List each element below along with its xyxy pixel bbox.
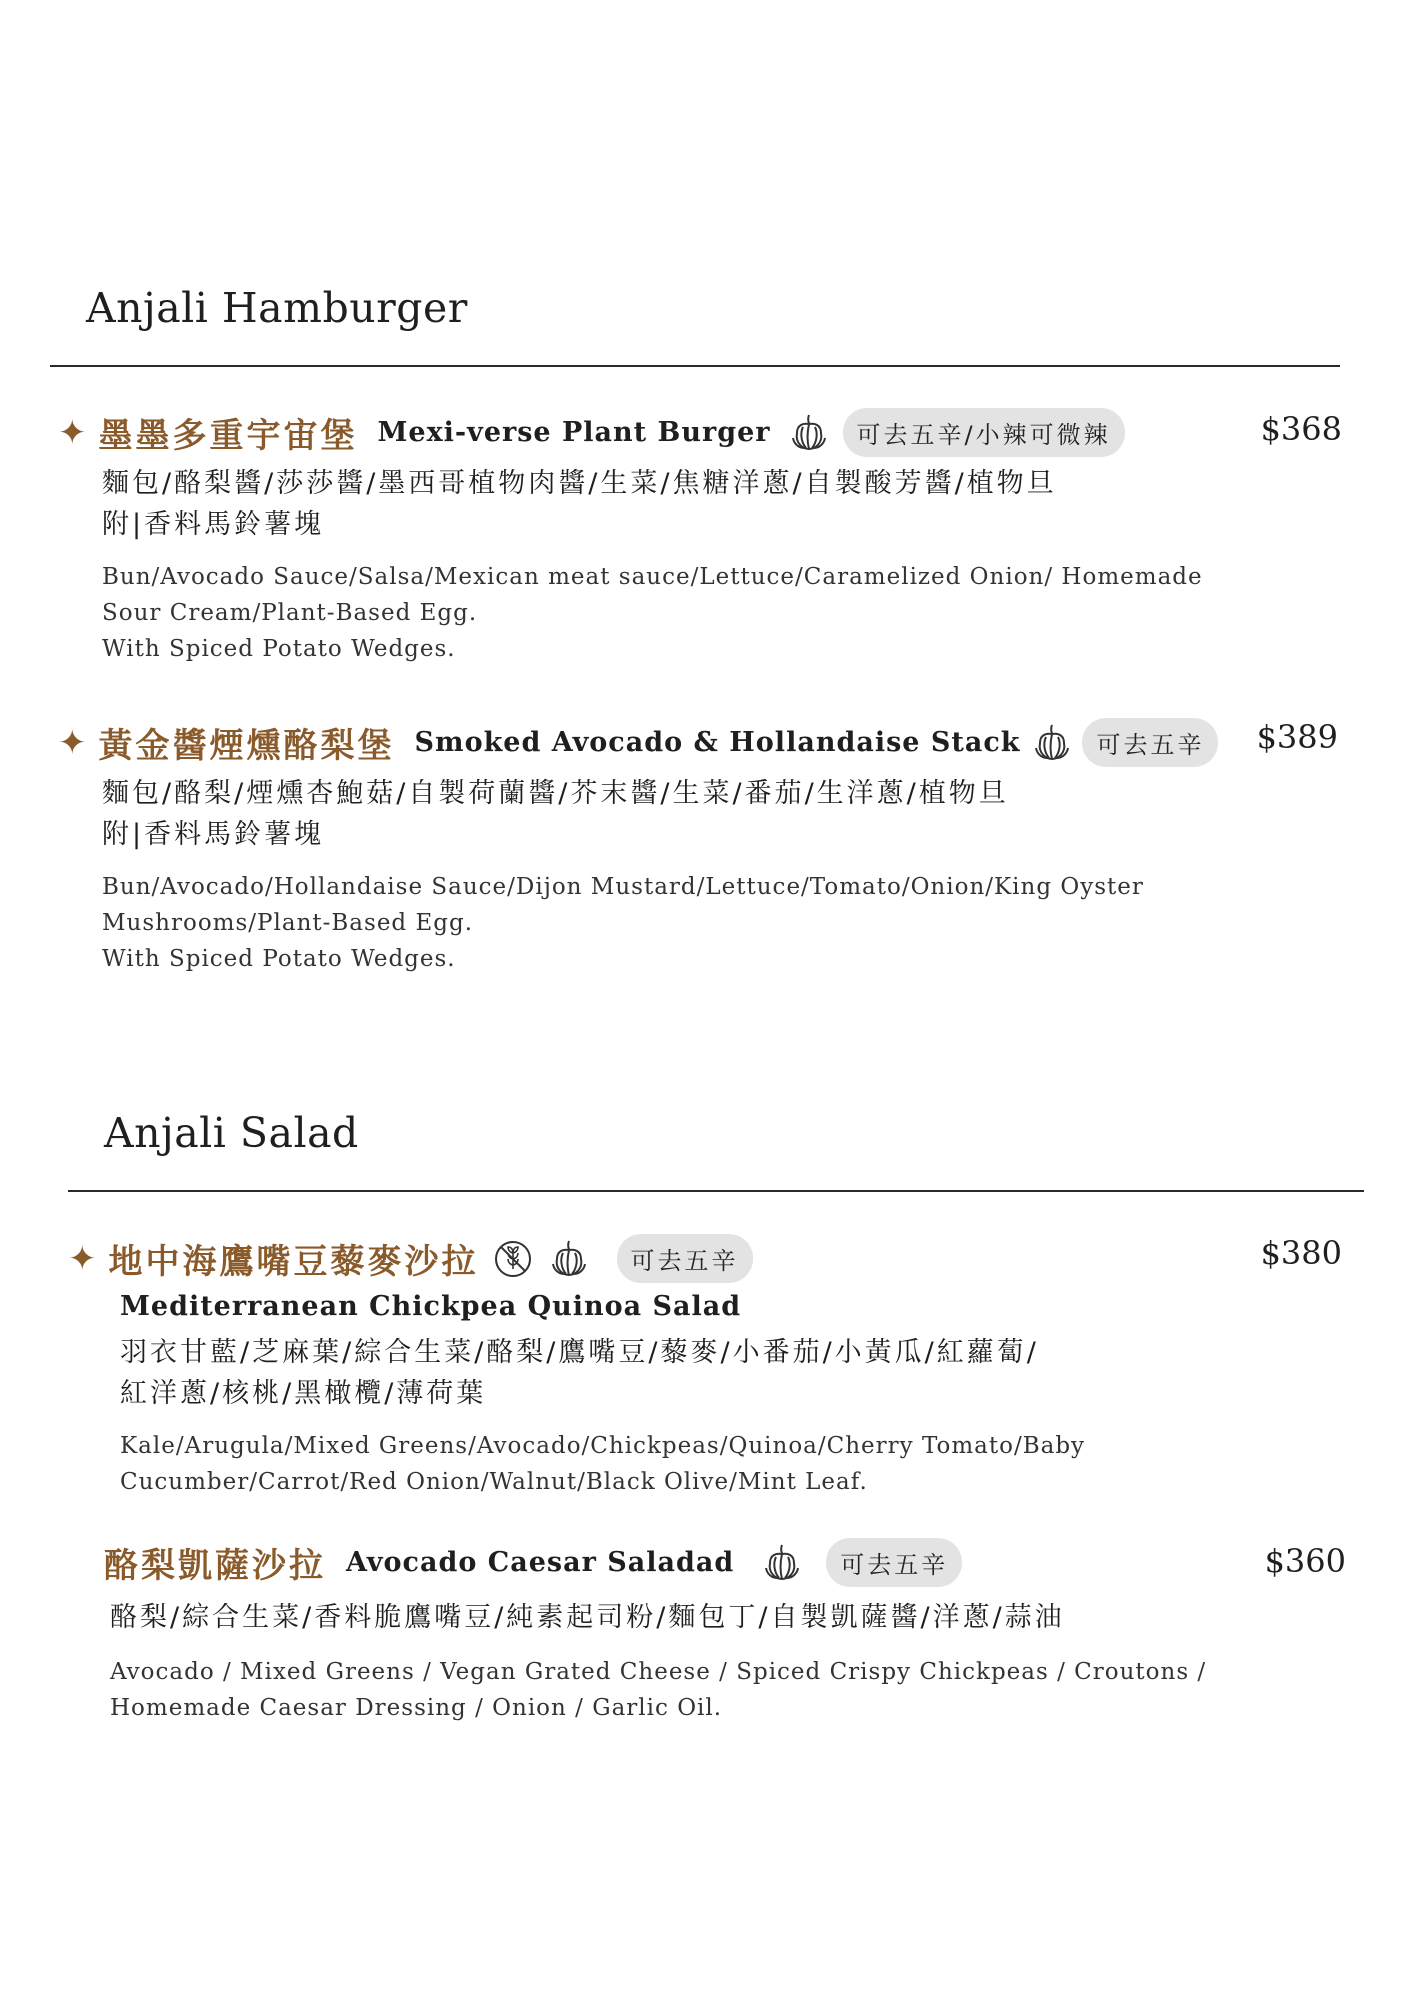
item-title-row: [68, 1234, 1358, 1283]
item-name-zh: 墨墨多重宇宙堡: [98, 416, 358, 456]
item-name-en: Mediterranean Chickpea Quinoa Salad: [120, 1291, 742, 1322]
item-price: $368: [1260, 410, 1342, 448]
item-desc-en-line: Bun/Avocado/Hollandaise Sauce/Dijon Mustard/Lettuce/Tomato/Onion/King Oyster: [102, 874, 1144, 900]
item-desc-zh-line: 紅洋蔥/核桃/黑橄欖/薄荷葉: [120, 1378, 487, 1409]
item-desc-zh: [110, 1597, 1364, 1638]
menu-item-avocado-caesar-salad: [104, 1538, 1364, 1726]
item-price: $380: [1260, 1234, 1342, 1272]
item-desc-en: [102, 559, 1348, 667]
item-title-row: [104, 1538, 1364, 1587]
remove-pungent-tag: 可去五辛: [617, 1234, 753, 1283]
item-desc-en-line: With Spiced Potato Wedges.: [102, 636, 456, 662]
star-icon: ✦: [58, 412, 87, 453]
item-title-row: [58, 718, 1348, 767]
item-name-zh: 地中海鷹嘴豆藜麥沙拉: [108, 1242, 479, 1282]
section-divider: [68, 1190, 1364, 1192]
item-desc-en-line: Homemade Caesar Dressing / Onion / Garlic Oil.: [110, 1695, 723, 1721]
remove-pungent-tag: 可去五辛: [826, 1538, 962, 1587]
section-title-hamburger: Anjali Hamburger: [86, 284, 468, 332]
section-title-salad: Anjali Salad: [104, 1109, 359, 1157]
item-desc-zh: [102, 773, 1348, 855]
item-name-zh: 黃金醬煙燻酪梨堡: [98, 726, 395, 766]
item-desc-en: [110, 1654, 1364, 1726]
item-desc-en-line: Sour Cream/Plant-Based Egg.: [102, 600, 478, 626]
item-desc-zh-line: 酪梨/綜合生菜/香料脆鷹嘴豆/純素起司粉/麵包丁/自製凱薩醬/洋蔥/蒜油: [110, 1602, 1065, 1633]
item-desc-en-line: Mushrooms/Plant-Based Egg.: [102, 910, 474, 936]
item-desc-en: [120, 1428, 1358, 1500]
item-desc-zh-line: 麵包/酪梨/煙燻杏鮑菇/自製荷蘭醬/芥末醬/生菜/番茄/生洋蔥/植物旦: [102, 778, 1009, 809]
menu-item-mediterranean-salad: [68, 1234, 1358, 1500]
item-desc-zh-line: 羽衣甘藍/芝麻葉/綜合生菜/酪梨/鷹嘴豆/藜麥/小番茄/小黃瓜/紅蘿蔔/: [120, 1337, 1039, 1368]
star-icon: ✦: [68, 1238, 97, 1279]
item-desc-zh-line: 附|香料馬鈴薯塊: [102, 819, 325, 850]
item-name-en: Mexi-verse Plant Burger: [377, 417, 771, 448]
item-desc-en: [102, 869, 1348, 977]
item-title-row: [58, 408, 1348, 457]
item-desc-zh: [120, 1332, 1358, 1414]
section-divider: [50, 365, 1340, 367]
item-price: $389: [1256, 718, 1338, 756]
item-name-en: Smoked Avocado & Hollandaise Stack: [414, 727, 1021, 758]
menu-item-mexiverse-burger: [58, 408, 1348, 667]
garlic-icon: [1030, 721, 1074, 765]
item-price: $360: [1264, 1542, 1346, 1580]
garlic-icon: [760, 1541, 804, 1585]
item-desc-zh-line: 麵包/酪梨醬/莎莎醬/墨西哥植物肉醬/生菜/焦糖洋蔥/自製酸芳醬/植物旦: [102, 468, 1057, 499]
remove-pungent-tag: 可去五辛/小辣可微辣: [843, 408, 1125, 457]
wheat-free-icon: [491, 1237, 535, 1281]
item-desc-en-line: With Spiced Potato Wedges.: [102, 946, 456, 972]
item-name-zh: 酪梨凱薩沙拉: [104, 1546, 326, 1586]
remove-pungent-tag: 可去五辛: [1082, 718, 1218, 767]
item-desc-zh-line: 附|香料馬鈴薯塊: [102, 509, 325, 540]
item-name-en: Avocado Caesar Saladad: [346, 1547, 735, 1578]
menu-item-smoked-avocado-stack: [58, 718, 1348, 977]
item-desc-en-line: Kale/Arugula/Mixed Greens/Avocado/Chickpeas/Quinoa/Cherry Tomato/Baby: [120, 1433, 1086, 1459]
item-desc-zh: [102, 463, 1348, 545]
garlic-icon: [547, 1237, 591, 1281]
garlic-icon: [787, 411, 831, 455]
item-desc-en-line: Avocado / Mixed Greens / Vegan Grated Cheese / Spiced Crispy Chickpeas / Croutons /: [110, 1659, 1207, 1685]
item-desc-en-line: Bun/Avocado Sauce/Salsa/Mexican meat sauce/Lettuce/Caramelized Onion/ Homemade: [102, 564, 1203, 590]
star-icon: ✦: [58, 722, 87, 763]
item-desc-en-line: Cucumber/Carrot/Red Onion/Walnut/Black Olive/Mint Leaf.: [120, 1469, 868, 1495]
